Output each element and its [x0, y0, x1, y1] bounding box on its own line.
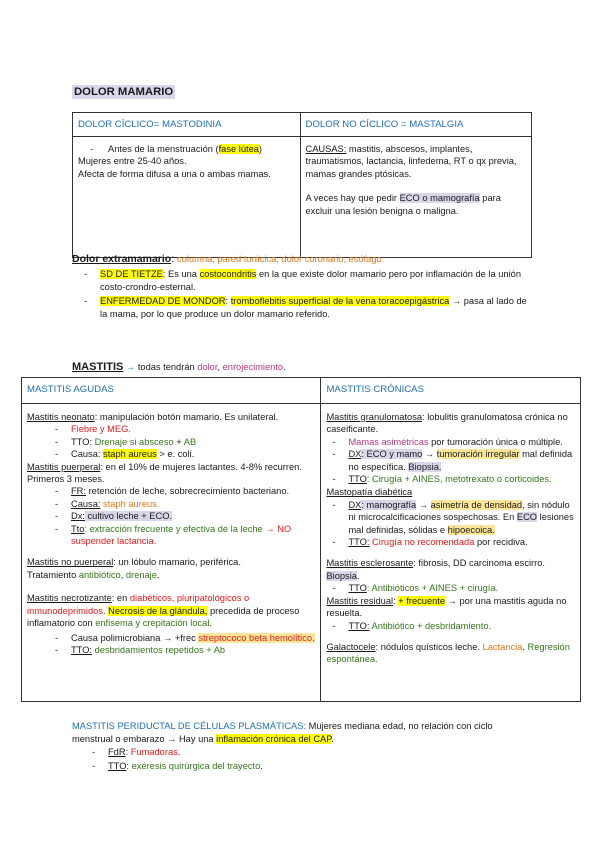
mondor-item: - ENFERMEDAD DE MONDOR: tromboflebitis superficial de la vena toracoepigástrica → pasa al lado de la mama, por lo que produce un dolor mamario referido.: [100, 295, 532, 321]
cronicas-cell: [321, 404, 581, 702]
granulomatosa-tto: - TTO: Cirugía + AINES, metotrexato o corticoides.: [348, 473, 575, 485]
neonato-tto: - TTO: Drenaje si absceso + AB: [71, 436, 315, 448]
page-title: DOLOR MAMARIO: [74, 86, 174, 98]
agudas-cell: [22, 404, 321, 702]
pedir-eco-paragraph: A veces hay que pedir ECO o mamografía para excluir una lesión benigna o maligna.: [305, 193, 501, 216]
esclerosante-tto: - TTO: Antibióticos + AINES + cirugía.: [348, 582, 575, 594]
mastitis-heading: MASTITIS → todas tendrán dolor, enrojecimiento.: [72, 361, 286, 373]
periductal-section: [72, 720, 532, 773]
neonato-causa: - Causa: staph aureus > e. coli.: [71, 448, 315, 460]
extramamario-heading: Dolor extramamario: columna, pared torácica, dolor coronario, esófago.: [72, 253, 385, 265]
puerperal-causa: - Causa: staph aureus.: [71, 498, 315, 510]
neonato-fiebre: - Fiebre y MEG.: [71, 423, 315, 435]
dolor-ciclico-cell: [73, 137, 301, 258]
dolor-ciclico-line-3: Afecta de forma difusa a una o ambas mamas.: [78, 168, 271, 179]
galactocele-paragraph: Galactocele: nódulos quísticos leche. Lactancia. Regresión espontánea.: [326, 641, 570, 665]
dolor-no-ciclico-header: DOLOR NO CÍCLICO = MASTALGIA: [300, 113, 531, 137]
no-puerperal-paragraph: Mastitis no puerperal: un lóbulo mamario, periférica. Tratamiento antibiótico, drenaje.: [27, 557, 241, 580]
puerperal-dx: - Dx: cultivo leche + ECO.: [71, 510, 315, 522]
dolor-table: [72, 112, 532, 258]
cronicas-header: MASTITIS CRÓNICAS: [321, 378, 581, 404]
puerperal-fr: - FR: retención de leche, sobrecrecimiento bacteriano.: [71, 485, 315, 497]
diabetica-paragraph: Mastopatía diabética: [326, 487, 413, 498]
puerperal-paragraph: Mastitis puerperal: en el 10% de mujeres lactantes. 4-8% recurren. Primeros 3 meses.: [27, 461, 302, 485]
esclerosante-paragraph: Mastitis esclerosante: fibrosis, DD carcinoma escirro. Biopsia.: [326, 558, 545, 581]
periductal-tto: - TTO: exéresis quirúrgica del trayecto.: [108, 760, 532, 773]
necrotizante-tto: - TTO: desbridamientos repetidos + Ab: [71, 644, 315, 656]
diabetica-dx: - DX: mamografía → asimetría de densidad, sin nódulo ni microcalcificaciones sospechosas. En ECO lesiones mal definidas, sólidas e hipoecoica.: [348, 499, 575, 536]
causas-paragraph: CAUSAS: mastitis, abscesos, implantes, traumatismos, lactancia, linfedema, RT o qx previa, mamas grandes ptósicas.: [305, 144, 517, 179]
granulomatosa-dx: - DX: ECO y mamo → tumoración irregular mal definida no específica. Biopsia.: [348, 448, 575, 473]
periductal-fdr: - FdR: Fumadoras.: [108, 746, 532, 759]
granulomatosa-paragraph: Mastitis granulomatosa: lobulitis granulomatosa crónica no caseificante.: [326, 412, 568, 435]
diabetica-tto: - TTO: Cirugía no recomendada por recidiva.: [348, 536, 575, 548]
neonato-paragraph: Mastitis neonato: manipulación botón mamario. Es unilateral.: [27, 412, 279, 422]
dolor-ciclico-line-1: - Antes de la menstruación (fase lútea): [90, 144, 263, 154]
mastitis-table: [21, 377, 581, 702]
residual-tto: - TTO: Antibiótico + desbridamiento.: [348, 620, 575, 632]
granulomatosa-mamas: - Mamas asimétricas por tumoración única o múltiple.: [348, 436, 575, 448]
necrotizante-causa: - Causa polimicrobiana → +frec streptococo beta hemolítico.: [71, 632, 315, 644]
tietze-item: - SD DE TIETZE: Es una costocondritis en la que existe dolor mamario pero por inflamación de la unión costo-crondro-esternal.: [100, 268, 532, 294]
dolor-ciclico-line-2: Mujeres entre 25-40 años.: [78, 156, 187, 167]
extramamario-section: [72, 253, 532, 321]
dolor-no-ciclico-cell: [300, 137, 531, 258]
puerperal-tto: - Tto: extracción frecuente y efectiva de la leche → NO suspender lactancia.: [71, 523, 315, 548]
residual-paragraph: Mastitis residual: + frecuente → por una mastitis aguda no resuelta.: [326, 595, 567, 619]
agudas-header: MASTITIS AGUDAS: [22, 378, 321, 404]
dolor-ciclico-header: DOLOR CÍCLICO= MASTODINIA: [73, 113, 301, 137]
necrotizante-paragraph: Mastitis necrotizante: en diabéticos, pluripatológicos o inmunodeprimidos. Necrosis de la glándula, precedida de proceso inflamatorio con enfisema y crepitación local.: [27, 593, 300, 629]
periductal-paragraph: MASTITIS PERIDUCTAL DE CÉLULAS PLASMÁTICAS: Mujeres mediana edad, no relación con ciclo menstrual o embarazo → Hay una inflamación crónica del CAP.: [72, 721, 493, 745]
